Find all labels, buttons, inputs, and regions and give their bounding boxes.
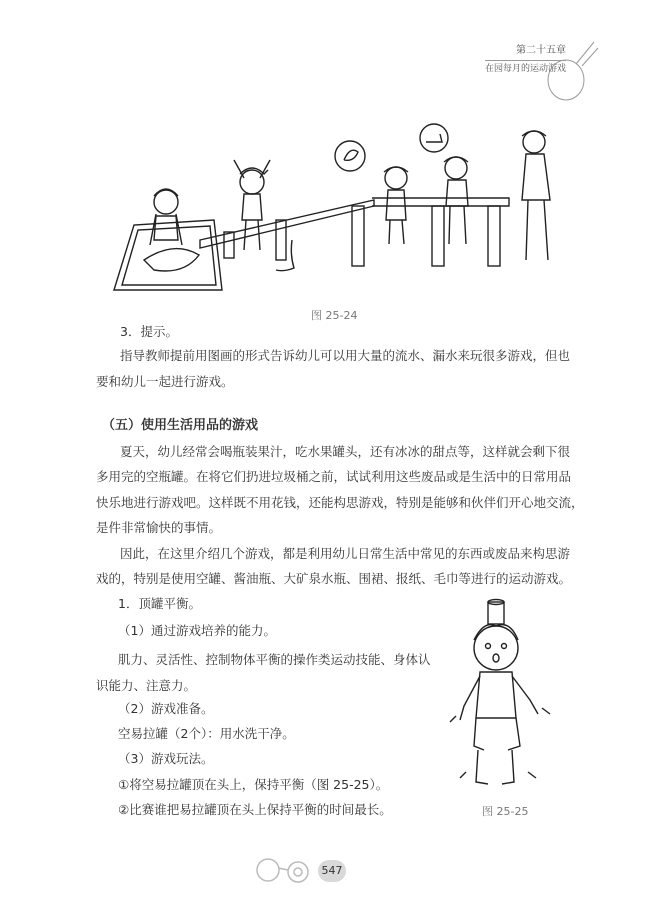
water-play-illustration: [104, 120, 584, 305]
item-1-1: （1）通过游戏培养的能力。: [118, 623, 276, 638]
item-1-title: 1．顶罐平衡。: [118, 596, 201, 611]
item-1-2: （2）游戏准备。: [118, 701, 214, 716]
para2-line-1: 因此，在这里介绍几个游戏，都是利用幼儿日常生活中常见的东西或废品来构思游: [120, 546, 571, 561]
item-1-3: （3）游戏玩法。: [118, 751, 214, 766]
section-heading-5: （五）使用生活用品的游戏: [102, 418, 259, 433]
figure-caption-25-25: 图 25-25: [482, 805, 529, 818]
section-title: 在园每月的运动游戏: [485, 60, 566, 76]
item-1-1-line-1: 肌力、灵活性、控制物体平衡的操作类运动技能、身体认: [118, 652, 431, 667]
para2-line-2: 戏的，特别是使用空罐、酱油瓶、大矿泉水瓶、围裙、报纸、毛巾等进行的运动游戏。: [96, 571, 572, 586]
spoon-decoration-icon: [542, 36, 602, 106]
step-1: ①将空易拉罐顶在头上，保持平衡（图 25-25）。: [118, 777, 389, 792]
can-balance-illustration: [446, 596, 556, 796]
chapter-title: 第二十五章: [516, 45, 566, 56]
tip-title: 3．提示。: [120, 324, 178, 339]
dumbbell-decoration-icon: [254, 848, 324, 888]
para1-line-3: 快乐地进行游戏吧。这样既不用花钱，还能构思游戏，特别是能够和伙伴们开心地交流，: [96, 495, 584, 510]
item-1-1-line-2: 识能力、注意力。: [96, 678, 197, 693]
figure-caption-25-24: 图 25-24: [311, 309, 358, 322]
step-2: ②比赛谁把易拉罐顶在头上保持平衡的时间最长。: [118, 802, 392, 817]
para1-line-2: 多用完的空瓶罐。在将它们扔进垃圾桶之前，试试利用这些废品或是生活中的日常用品: [96, 469, 572, 484]
tip-line-1: 指导教师提前用图画的形式告诉幼儿可以用大量的流水、漏水来玩很多游戏，但也: [120, 348, 571, 363]
para1-line-4: 是件非常愉快的事情。: [96, 520, 222, 535]
para1-line-1: 夏天，幼儿经常会喝瓶装果汁，吃水果罐头，还有冰冰的甜点等，这样就会剩下很: [120, 444, 571, 459]
page-number: 547: [318, 860, 346, 882]
item-1-2-text: 空易拉罐（2个）：用水洗干净。: [118, 726, 295, 741]
tip-line-2: 要和幼儿一起进行游戏。: [96, 374, 234, 389]
